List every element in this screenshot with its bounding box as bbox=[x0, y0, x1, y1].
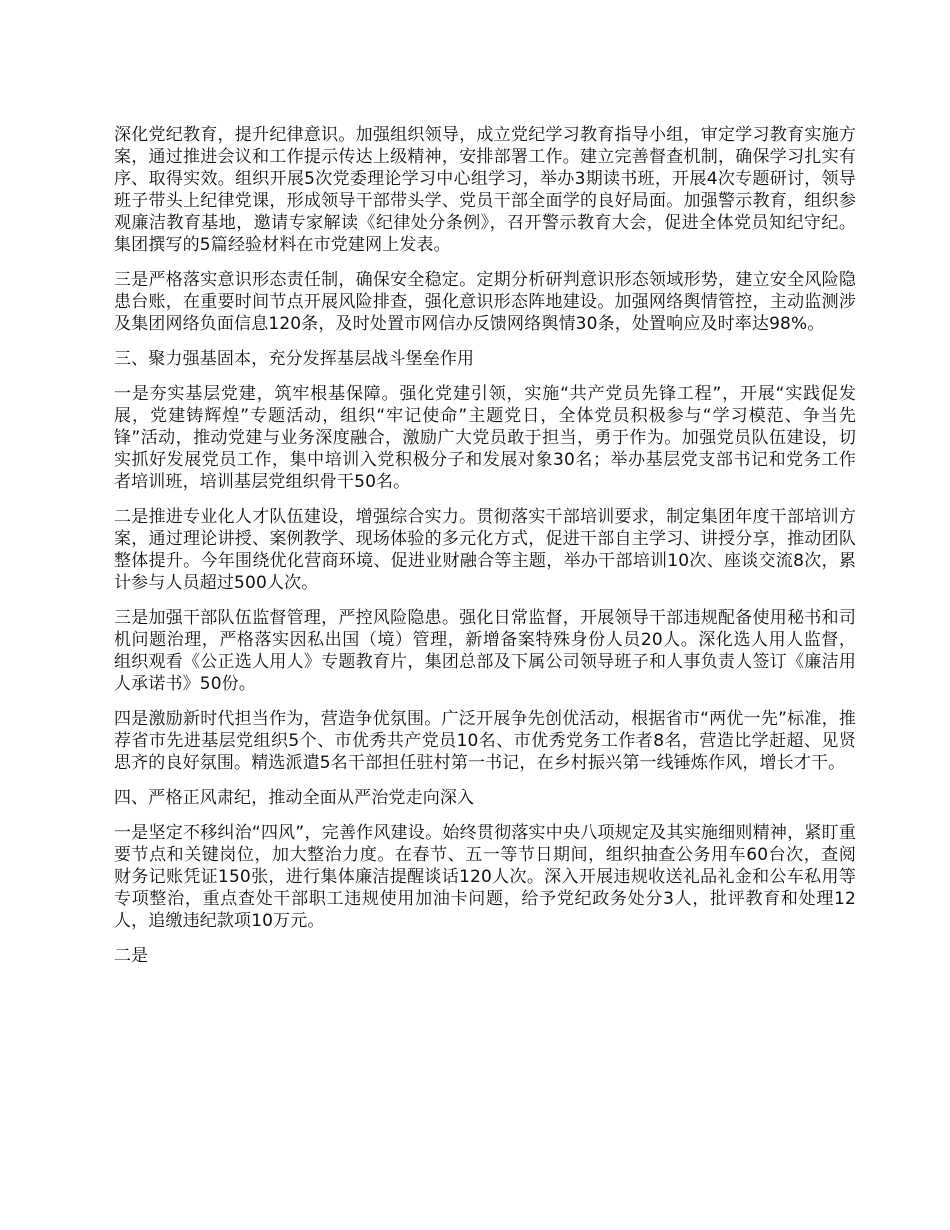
paragraph-talent-team-building: 二是推进专业化人才队伍建设，增强综合实力。贯彻落实干部培训要求，制定集团年度干部培训方案，通过理论讲授、案例教学、现场体验的多元化方式，促进干部自主学习、讲授分享，推动团队整体提升。今年围绕优化营商环境、促进业财融合等主题，举办干部培训10次、座谈交流8次，累计参与人员超过500人次。 bbox=[114, 507, 856, 593]
paragraph-truncated: 二是 bbox=[114, 946, 149, 966]
document-body bbox=[114, 124, 856, 980]
paragraph-ideology-responsibility: 三是严格落实意识形态责任制，确保安全稳定。定期分析研判意识形态领域形势，建立安全风险隐患台账，在重要时间节点开展风险排查，强化意识形态阵地建设。加强网络舆情管控，主动监测涉及集团网络负面信息120条，及时处置市网信办反馈网络舆情30条，处置响应及时率达98%。 bbox=[114, 270, 856, 334]
paragraph-grassroots-party-building: 一是夯实基层党建，筑牢根基保障。强化党建引领，实施“共产党员先锋工程”，开展“实践促发展，党建铸辉煌”专题活动，组织“牢记使命”主题党日，全体党员积极参与“学习模范、争当先锋”活动，推动党建与业务深度融合，激励广大党员敢于担当，勇于作为。加强党员队伍建设，切实抓好发展党员工作，集中培训入党积极分子和发展对象30名；举办基层党支部书记和党务工作者培训班，培训基层党组织骨干50名。 bbox=[114, 384, 856, 492]
section-heading-4: 四、严格正风肃纪，推动全面从严治党走向深入 bbox=[114, 788, 475, 808]
paragraph-party-discipline-education: 深化党纪教育，提升纪律意识。加强组织领导，成立党纪学习教育指导小组，审定学习教育实施方案，通过推进会议和工作提示传达上级精神，安排部署工作。建立完善督查机制，确保学习扎实有序、取得实效。组织开展5次党委理论学习中心组学习，举办3期读书班，开展4次专题研讨，领导班子带头上纪律党课，形成领导干部带头学、党员干部全面学的良好局面。加强警示教育，组织参观廉洁教育基地，邀请专家解读《纪律处分条例》，召开警示教育大会，促进全体党员知纪守纪。集团撰写的5篇经验材料在市党建网上发表。 bbox=[114, 125, 856, 255]
paragraph-incentive-excellence: 四是激励新时代担当作为，营造争优氛围。广泛开展争先创优活动，根据省市“两优一先”标准，推荐省市先进基层党组织5个、市优秀共产党员10名、市优秀党务工作者8名，营造比学赶超、见贤思齐的良好氛围。精选派遣5名干部担任驻村第一书记，在乡村振兴第一线锤炼作风，增长才干。 bbox=[114, 709, 856, 773]
section-heading-3: 三、聚力强基固本，充分发挥基层战斗堡垒作用 bbox=[114, 349, 475, 369]
paragraph-four-winds-rectification: 一是坚定不移纠治“四风”，完善作风建设。始终贯彻落实中央八项规定及其实施细则精神，紧盯重要节点和关键岗位，加大整治力度。在春节、五一等节日期间，组织抽查公务用车60台次，查阅财务记账凭证150张，进行集体廉洁提醒谈话120人次。深入开展违规收送礼品礼金和公车私用等专项整治，重点查处干部职工违规使用加油卡问题，给予党纪政务处分3人，批评教育和处理12人，追缴违纪款项10万元。 bbox=[114, 823, 856, 931]
paragraph-cadre-supervision: 三是加强干部队伍监督管理，严控风险隐患。强化日常监督，开展领导干部违规配备使用秘书和司机问题治理，严格落实因私出国（境）管理，新增备案特殊身份人员20人。深化选人用人监督，组织观看《公正选人用人》专题教育片，集团总部及下属公司领导班子和人事负责人签订《廉洁用人承诺书》50份。 bbox=[114, 608, 856, 694]
